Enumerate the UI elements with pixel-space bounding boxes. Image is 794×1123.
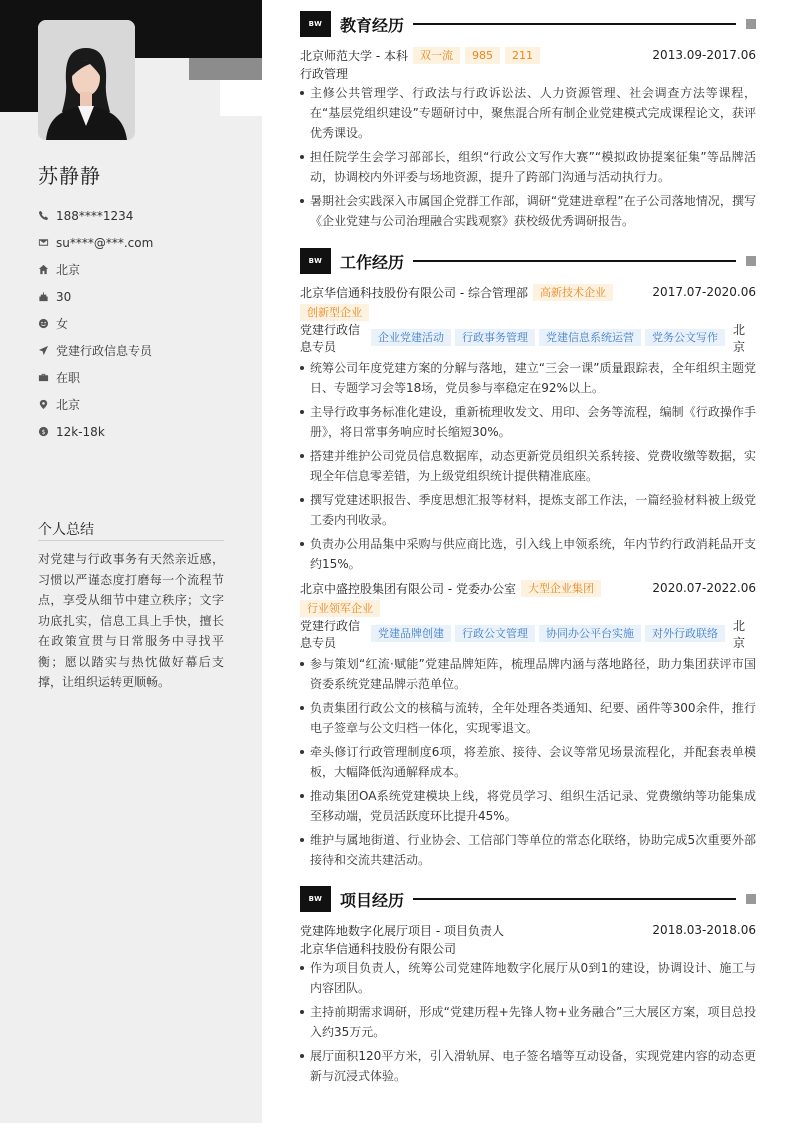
work-entry-head bbox=[300, 282, 756, 302]
company-tag: 行业领军企业 bbox=[300, 600, 380, 617]
section-badge: BW bbox=[300, 248, 331, 274]
list-item: 统筹公司年度党建方案的分解与落地，建立“三会一课”质量跟踪表，全年组织主题党日、专题学习会等18场，党员参与率稳定在92%以上。 bbox=[300, 358, 756, 398]
role-row bbox=[300, 618, 756, 654]
project-entry-head bbox=[300, 920, 756, 940]
role-title: 党建行政信息专员 bbox=[300, 323, 361, 354]
list-item: 担任院学生会学习部部长，组织“行政公文写作大赛”“模拟政协提案征集”等品牌活动，协调校内外评委与场地资源，提升了跨部门沟通与活动执行力。 bbox=[300, 147, 756, 187]
work-bullets bbox=[300, 654, 756, 870]
info-status bbox=[38, 364, 248, 391]
decor-white-block bbox=[220, 80, 262, 116]
salary-text: 12k-18k bbox=[56, 424, 105, 439]
education-title: 教育经历 bbox=[340, 16, 405, 35]
project-section bbox=[300, 886, 756, 1090]
project-date: 2018.03-2018.06 bbox=[652, 923, 756, 937]
section-square bbox=[746, 256, 756, 266]
summary-divider bbox=[38, 540, 224, 541]
info-target-job bbox=[38, 337, 248, 364]
summary-text: 对党建与行政事务有天然亲近感，习惯以严谨态度打磨每一个流程节点，享受从细节中建立秩序；文字功底扎实，信息工具上手快，擅长在政策宣贯与日常服务中寻找平衡；愿以踏实与热忱做好幕后支撑，让组织运转更顺畅。 bbox=[38, 552, 224, 689]
skill-tag: 党务公文写作 bbox=[645, 329, 725, 346]
list-item: 主导行政事务标准化建设，重新梳理收发文、用印、会务等流程，编制《行政操作手册》，将日常事务响应时长缩短30%。 bbox=[300, 402, 756, 442]
status-text: 在职 bbox=[56, 371, 81, 385]
project-name: 党建阵地数字化展厅项目 - 项目负责人 bbox=[300, 923, 504, 938]
home-icon bbox=[38, 264, 56, 275]
list-item: 撰写党建述职报告、季度思想汇报等材料，提炼支部工作法，一篇经验材料被上级党工委内刊收录。 bbox=[300, 490, 756, 530]
work-section bbox=[300, 248, 756, 874]
skill-tag: 企业党建活动 bbox=[371, 329, 451, 346]
work-entry bbox=[300, 578, 756, 870]
skill-tag: 党建品牌创建 bbox=[371, 625, 451, 642]
section-badge: BW bbox=[300, 886, 331, 912]
section-badge: BW bbox=[300, 11, 331, 37]
info-gender bbox=[38, 310, 248, 337]
list-item: 主修公共管理学、行政法与行政诉讼法、人力资源管理、社会调查方法等课程，在“基层党组织建设”专题研讨中，聚焦混合所有制企业党建模式完成课程论文，获评优秀课设。 bbox=[300, 83, 756, 143]
role-row bbox=[300, 322, 756, 358]
phone-icon bbox=[38, 210, 56, 221]
school-tag: 985 bbox=[465, 47, 500, 64]
info-age bbox=[38, 283, 248, 310]
avatar bbox=[38, 20, 135, 140]
list-item: 展厅面积120平方米，引入滑轨屏、电子签名墙等互动设备，实现党建内容的动态更新与沉浸式体验。 bbox=[300, 1046, 756, 1086]
list-item: 搭建并维护公司党员信息数据库，动态更新党员组织关系转接、党费收缴等数据，实现全年信息零差错，为上级党组织统计提供精准底座。 bbox=[300, 446, 756, 486]
contact-info bbox=[38, 202, 248, 445]
age-icon bbox=[38, 291, 56, 302]
sidebar bbox=[0, 0, 262, 1123]
school-name: 北京师范大学 - 本科 bbox=[300, 48, 408, 63]
list-item: 维护与属地街道、行业协会、工信部门等单位的常态化联络，协助完成5次重要外部接待和交流共建活动。 bbox=[300, 830, 756, 870]
decor-black-tab bbox=[0, 58, 38, 112]
briefcase-icon bbox=[38, 372, 56, 383]
summary-title: 个人总结 bbox=[38, 522, 94, 538]
svg-text:$: $ bbox=[41, 427, 46, 436]
education-section bbox=[300, 11, 756, 235]
skill-tags bbox=[371, 329, 729, 346]
work-date: 2017.07-2020.06 bbox=[652, 285, 756, 299]
send-icon bbox=[38, 345, 56, 356]
location-icon bbox=[38, 399, 56, 410]
gender-icon bbox=[38, 318, 56, 329]
education-major: 行政管理 bbox=[300, 67, 349, 81]
work-title: 工作经历 bbox=[340, 253, 405, 272]
education-header bbox=[300, 11, 756, 37]
age-text: 30 bbox=[56, 289, 72, 304]
list-item: 推动集团OA系统党建模块上线，将党员学习、组织生活记录、党费缴纳等功能集成至移动端，党员活跃度环比提升45%。 bbox=[300, 786, 756, 826]
education-date: 2013.09-2017.06 bbox=[652, 48, 756, 62]
skill-tag: 党建信息系统运营 bbox=[539, 329, 641, 346]
education-entry-head bbox=[300, 45, 756, 65]
gender-text: 女 bbox=[56, 317, 69, 331]
info-salary bbox=[38, 418, 248, 445]
section-square bbox=[746, 19, 756, 29]
company-name: 北京中盛控股集团有限公司 - 党委办公室 bbox=[300, 581, 516, 596]
work-entry bbox=[300, 282, 756, 574]
info-phone bbox=[38, 202, 248, 229]
work-location: 北京 bbox=[733, 323, 746, 354]
salary-icon bbox=[38, 426, 56, 437]
target-job-text: 党建行政信息专员 bbox=[56, 344, 153, 358]
list-item: 负责集团行政公文的核稿与流转，全年处理各类通知、纪要、函件等300余件，推行电子签章与公文归档一体化，实现零退文。 bbox=[300, 698, 756, 738]
skill-tag: 行政事务管理 bbox=[455, 329, 535, 346]
mail-icon bbox=[38, 237, 56, 248]
decor-gray-block bbox=[189, 58, 262, 80]
section-rule bbox=[413, 260, 736, 262]
project-header bbox=[300, 886, 756, 912]
school-tag: 211 bbox=[505, 47, 540, 64]
work-location: 北京 bbox=[733, 619, 746, 650]
work-bullets bbox=[300, 358, 756, 574]
list-item: 负责办公用品集中采购与供应商比选，引入线上申领系统，年内节约行政消耗品开支约15%。 bbox=[300, 534, 756, 574]
info-email bbox=[38, 229, 248, 256]
work-entry-head bbox=[300, 578, 756, 598]
info-location bbox=[38, 256, 248, 283]
expected-city-text: 北京 bbox=[56, 398, 81, 412]
list-item: 暑期社会实践深入市属国企党群工作部，调研“党建进章程”在子公司落地情况，撰写《企业党建与公司治理融合实践观察》获校级优秀调研报告。 bbox=[300, 191, 756, 231]
project-org: 北京华信通科技股份有限公司 bbox=[300, 942, 457, 956]
info-expected-city bbox=[38, 391, 248, 418]
project-title: 项目经历 bbox=[340, 891, 405, 910]
list-item: 主持前期需求调研，形成“党建历程+先锋人物+业务融合”三大展区方案，项目总投入约35万元。 bbox=[300, 1002, 756, 1042]
company-tag: 创新型企业 bbox=[300, 304, 369, 321]
candidate-name: 苏静静 bbox=[38, 164, 101, 188]
work-header bbox=[300, 248, 756, 274]
section-rule bbox=[413, 898, 736, 900]
list-item: 牵头修订行政管理制度6项，将差旅、接待、会议等常见场景流程化，并配套表单模板，大幅降低沟通解释成本。 bbox=[300, 742, 756, 782]
section-square bbox=[746, 894, 756, 904]
list-item: 参与策划“红流·赋能”党建品牌矩阵，梳理品牌内涵与落地路径，助力集团获评市国资委系统党建品牌示范单位。 bbox=[300, 654, 756, 694]
phone-text: 188****1234 bbox=[56, 208, 134, 223]
company-name: 北京华信通科技股份有限公司 - 综合管理部 bbox=[300, 285, 528, 300]
skill-tags bbox=[371, 625, 729, 642]
skill-tag: 对外行政联络 bbox=[645, 625, 725, 642]
company-tag-row bbox=[300, 598, 756, 618]
work-date: 2020.07-2022.06 bbox=[652, 581, 756, 595]
school-tag: 双一流 bbox=[413, 47, 460, 64]
education-bullets bbox=[300, 83, 756, 231]
project-bullets bbox=[300, 958, 756, 1086]
email-text: su****@***.com bbox=[56, 235, 154, 250]
list-item: 作为项目负责人，统筹公司党建阵地数字化展厅从0到1的建设，协调设计、施工与内容团队。 bbox=[300, 958, 756, 998]
skill-tag: 协同办公平台实施 bbox=[539, 625, 641, 642]
location-text: 北京 bbox=[56, 263, 81, 277]
company-tag: 高新技术企业 bbox=[533, 284, 613, 301]
section-rule bbox=[413, 23, 736, 25]
company-tag-row bbox=[300, 302, 756, 322]
skill-tag: 行政公文管理 bbox=[455, 625, 535, 642]
role-title: 党建行政信息专员 bbox=[300, 619, 361, 650]
company-tag: 大型企业集团 bbox=[521, 580, 601, 597]
